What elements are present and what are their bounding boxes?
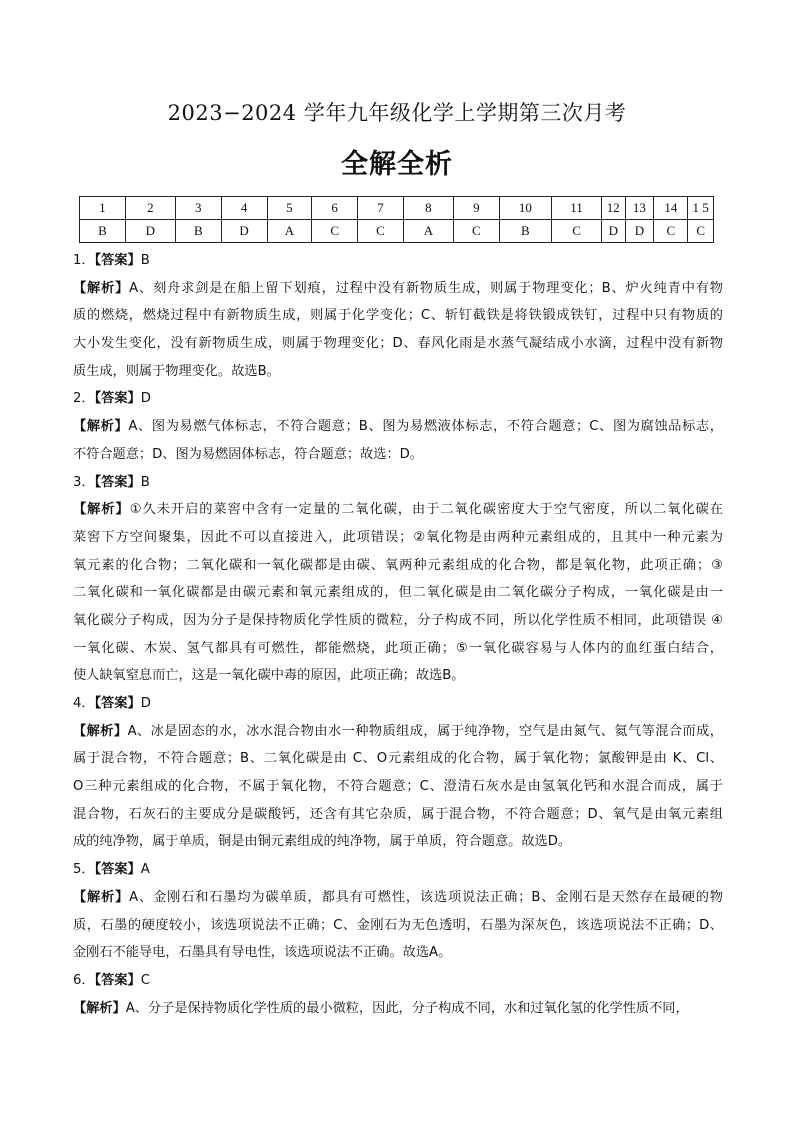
analysis-text: 金刚石不能导电，石墨具有导电性，该选项说法不正确。故选A。: [73, 945, 452, 961]
answer-tag: 【答案】: [94, 391, 141, 407]
answer-line: [73, 385, 723, 413]
analysis-line: [73, 773, 723, 801]
answer-value: A: [140, 862, 150, 878]
analysis-text: 质生成，则属于物理变化。故选B。: [73, 363, 280, 379]
answer-line: [73, 469, 723, 497]
analysis-text: 不符合题意；D、图为易燃固体标志，符合题意；故选：D。: [73, 446, 423, 462]
question-number: 3．: [73, 474, 95, 490]
analysis-text: 氧元素的化合物；二氧化碳和一氧化碳都是由碳、氧两种元素组成的化合物，都是氧化物，此项正确；③: [73, 557, 723, 573]
analysis-text: A、分子是保持物质化学性质的最小微粒，因此，分子构成不同，水和过氧化氢的化学性质不同，: [125, 1000, 689, 1016]
analysis-line: [73, 995, 723, 1023]
question-number-cell: 5: [267, 197, 312, 220]
analysis-line: [73, 496, 723, 524]
question-number: 2．: [73, 391, 95, 407]
question-number: 5．: [73, 862, 95, 878]
question-number-cell: 13: [625, 197, 654, 220]
answer-line: [73, 856, 723, 884]
analysis-text: A、刻舟求剑是在船上留下划痕，过程中没有新物质生成，则属于物理变化；B、炉火纯青中有物: [129, 280, 723, 296]
answer-table: [79, 196, 714, 243]
analysis-line: [73, 607, 723, 635]
answer-value: B: [140, 253, 150, 268]
question-number-cell: 2: [125, 197, 175, 220]
answer-cell: A: [403, 220, 453, 243]
answer-table-number-row: [80, 197, 714, 220]
answer-tag: 【答案】: [94, 862, 141, 878]
analysis-line: [73, 524, 723, 552]
answer-cell: C: [551, 220, 601, 243]
analysis-line: [73, 579, 723, 607]
analysis-text: 属于混合物，不符合题意；B、二氧化碳是由 C、O元素组成的化合物，属于氧化物；氯酸钾是由 K、Cl、: [73, 751, 723, 767]
analysis-line: [73, 330, 723, 358]
answer-cell: C: [358, 220, 404, 243]
analysis-tag: 【解析】: [73, 419, 129, 435]
analysis-line: [73, 828, 723, 856]
answer-cell: D: [125, 220, 175, 243]
analysis-text: 大小发生变化，没有新物质生成，则属于物理变化；D、春风化雨是水蒸气凝结成小水滴，过程中没有新物: [73, 336, 723, 352]
page-subtitle: 全解全析: [341, 149, 453, 180]
analysis-text: 混合物，石灰石的主要成分是碳酸钙，还含有其它杂质，属于混合物，不符合题意；D、氧气是由氧元素组: [73, 806, 723, 822]
analysis-line: [73, 662, 723, 690]
analysis-text: A、金刚石和石墨均为碳单质，都具有可燃性，该选项说法正确；B、金刚石是天然存在最硬的物: [129, 889, 723, 905]
analysis-tag: 【解析】: [73, 723, 128, 739]
analysis-text: 菜窖下方空间聚集，因此不可以直接进入，此项错误；②氧化物是由两种元素组成的，且其中一种元素为: [73, 529, 723, 545]
question-number-cell: 11: [551, 197, 601, 220]
analysis-tag: 【解析】: [73, 502, 130, 518]
analysis-line: [73, 441, 723, 469]
question-number-cell: 3: [175, 197, 221, 220]
answer-tag: 【答案】: [94, 253, 141, 268]
question-number-cell: 1 5: [688, 197, 714, 220]
analysis-line: [73, 912, 723, 940]
question-number-cell: 8: [403, 197, 453, 220]
analysis-text: 一氧化碳、木炭、氢气都具有可燃性，都能燃烧，此项正确；⑤一氧化碳容易与人体内的血红蛋白结合，: [73, 640, 723, 656]
question-number-cell: 14: [654, 197, 688, 220]
analysis-content: [73, 247, 723, 1022]
answer-line: [73, 690, 723, 718]
question-number: 4．: [73, 696, 95, 711]
analysis-line: [73, 745, 723, 773]
question-number-cell: 12: [602, 197, 625, 220]
answer-value: D: [140, 391, 151, 407]
analysis-line: [73, 358, 723, 386]
answer-cell: C: [688, 220, 714, 243]
page-title: 2023−2024 学年九年级化学上学期第三次月考: [167, 101, 627, 125]
analysis-text: A、冰是固态的水，冰水混合物由水一种物质组成，属于纯净物，空气是由氮气、氦气等混合而成，: [127, 723, 723, 739]
answer-cell: D: [625, 220, 654, 243]
answer-cell: B: [499, 220, 551, 243]
answer-tag: 【答案】: [94, 696, 141, 711]
analysis-text: A、图为易燃气体标志，不符合题意；B、图为易燃液体标志，不符合题意；C、图为腐蚀品标志，: [128, 419, 723, 435]
answer-cell: B: [175, 220, 221, 243]
answer-cell: D: [221, 220, 267, 243]
analysis-line: [73, 718, 723, 746]
answer-line: [73, 967, 723, 995]
analysis-tag: 【解析】: [73, 1000, 126, 1016]
answer-cell: B: [80, 220, 126, 243]
answer-cell: C: [654, 220, 688, 243]
answer-value: D: [140, 696, 151, 711]
answer-tag: 【答案】: [94, 474, 141, 490]
question-number-cell: 7: [358, 197, 404, 220]
analysis-text: 使人缺氧窒息而亡，这是一氧化碳中毒的原因，此项正确；故选B。: [73, 668, 465, 684]
answer-cell: C: [312, 220, 358, 243]
analysis-tag: 【解析】: [73, 280, 130, 296]
question-number-cell: 1: [80, 197, 126, 220]
question-number-cell: 10: [499, 197, 551, 220]
analysis-line: [73, 939, 723, 967]
analysis-line: [73, 302, 723, 330]
analysis-text: 氧化碳分子构成，因为分子是保持物质化学性质的微粒，分子构成不同，所以化学性质不相同，此项错误 ④: [73, 612, 723, 628]
answer-value: C: [140, 972, 150, 988]
answer-tag: 【答案】: [94, 972, 141, 988]
question-number: 1．: [73, 253, 95, 268]
answer-value: B: [140, 474, 150, 490]
analysis-tag: 【解析】: [73, 889, 130, 905]
question-number-cell: 4: [221, 197, 267, 220]
answer-cell: A: [267, 220, 312, 243]
answer-table-answer-row: [80, 220, 714, 243]
analysis-text: 二氧化碳和一氧化碳都是由碳元素和氧元素组成的，但二氧化碳是由二氧化碳分子构成，一氧化碳是由一: [73, 585, 723, 601]
question-number-cell: 6: [312, 197, 358, 220]
answer-cell: D: [602, 220, 625, 243]
analysis-line: [73, 413, 723, 441]
answer-cell: C: [453, 220, 499, 243]
analysis-line: [73, 884, 723, 912]
analysis-line: [73, 801, 723, 829]
analysis-line: [73, 552, 723, 580]
analysis-line: [73, 275, 723, 303]
question-number-cell: 9: [453, 197, 499, 220]
analysis-text: 质，石墨的硬度较小，该选项说法不正确；C、金刚石为无色透明，石墨为深灰色，该选项说法不正确；D、: [73, 917, 723, 933]
analysis-text: 质的燃烧，燃烧过程中有新物质生成，则属于化学变化；C、斩钉截铁是将铁锻成铁钉，过程中只有物质的: [73, 308, 723, 324]
analysis-line: [73, 635, 723, 663]
analysis-text: 成的纯净物，属于单质，铜是由铜元素组成的纯净物，属于单质，符合题意。故选D。: [73, 834, 572, 850]
analysis-text: O三种元素组成的化合物，不属于氧化物，不符合题意；C、澄清石灰水是由氢氧化钙和水混合而成，属于: [73, 779, 723, 795]
answer-line: [73, 247, 723, 275]
analysis-text: ①久未开启的菜窖中含有一定量的二氧化碳，由于二氧化碳密度大于空气密度，所以二氧化碳在: [129, 502, 723, 518]
question-number: 6．: [73, 972, 95, 988]
